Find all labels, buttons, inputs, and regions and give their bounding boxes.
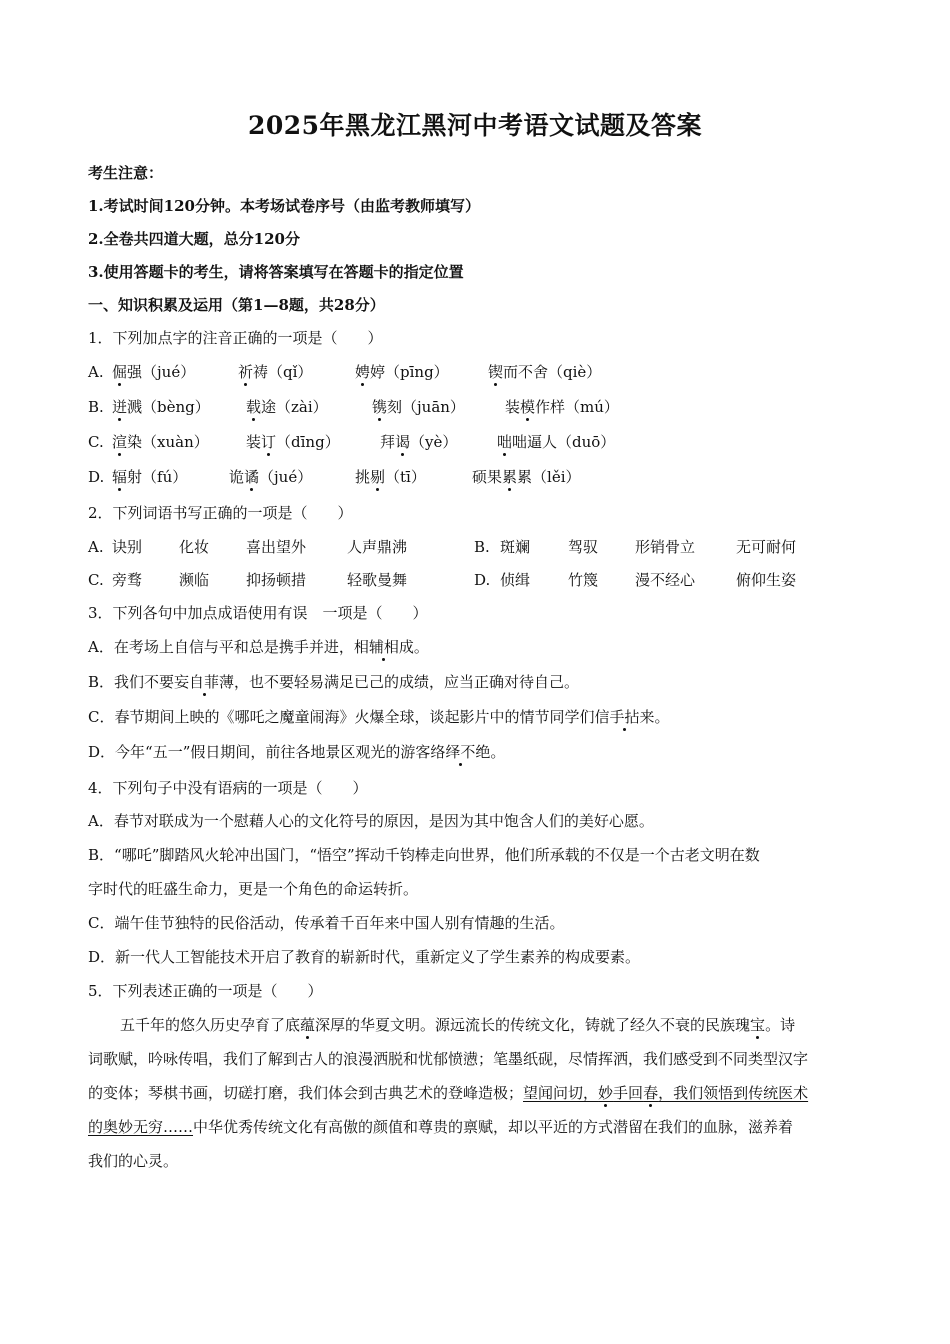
question-1-stem: 1．下列加点字的注音正确的一项是（ ） xyxy=(88,329,383,347)
dotted-idiom: 信手拈来 xyxy=(594,708,655,726)
option-label: B. xyxy=(88,398,104,416)
passage-line-1: 五千年的悠久历史孕育了底蕴深厚的华夏文明。源远流长的传统文化，铸就了经久不衰的民族瑰宝。诗 xyxy=(120,1016,796,1034)
option-label: C. xyxy=(88,571,104,589)
pinyin-item: 咄咄逼人（duō） xyxy=(497,433,616,451)
question-4-option-d: D．新一代人工智能技术开启了教育的崭新时代，重新定义了学生素养的构成要素。 xyxy=(88,948,641,966)
pinyin-item: 硕果累累（lěi） xyxy=(472,468,581,486)
option-label: A. xyxy=(88,538,104,556)
question-4-option-b-line-2: 字时代的旺盛生命力，更是一个角色的命运转折。 xyxy=(88,880,419,898)
word: 旁骛 xyxy=(112,571,143,589)
pinyin-item: 装模作样（mú） xyxy=(505,398,619,416)
pinyin-item: 倔强（jué） xyxy=(112,363,196,381)
question-4-option-a: A．春节对联成为一个慰藉人心的文化符号的原因，是因为其中饱含人们的美好心愿。 xyxy=(88,812,654,830)
passage-line-3: 的变体；琴棋书画，切磋打磨，我们体会到古典艺术的登峰造极；望闻问切，妙手回春，我们领悟到传统医术 xyxy=(88,1084,809,1102)
section-heading: 一、知识积累及运用（第1—8题，共28分） xyxy=(88,296,385,314)
notice-item-1: 1.考试时间120分钟。本考场试卷序号（由监考教师填写） xyxy=(88,197,480,215)
word: 漫不经心 xyxy=(635,571,696,589)
pinyin-item: 拜谒（yè） xyxy=(380,433,458,451)
pinyin-item: 载途（zài） xyxy=(246,398,328,416)
pinyin-item: 辐射（fú） xyxy=(112,468,188,486)
word: 人声鼎沸 xyxy=(347,538,408,556)
word: 喜出望外 xyxy=(246,538,307,556)
question-3-option-b: B．我们不要妄自菲薄，也不要轻易满足已己的成绩，应当正确对待自己。 xyxy=(88,673,580,691)
word: 驾驭 xyxy=(568,538,599,556)
option-label: C. xyxy=(88,433,104,451)
pinyin-item: 镌刻（juān） xyxy=(372,398,465,416)
word: 轻歌曼舞 xyxy=(347,571,408,589)
question-4-option-c: C．端午佳节独特的民俗活动，传承着千百年来中国人别有情趣的生活。 xyxy=(88,914,565,932)
dotted-idiom: 妄自菲薄 xyxy=(174,673,235,691)
underlined-text: 望闻问切，妙手回春，我们领悟到传统医术 xyxy=(523,1084,809,1102)
pinyin-item: 锲而不舍（qiè） xyxy=(488,363,602,381)
pinyin-item: 装订（dīng） xyxy=(246,433,340,451)
word: 侦缉 xyxy=(500,571,531,589)
pinyin-item: 挑剔（tī） xyxy=(355,468,426,486)
pinyin-item: 娉婷（pīng） xyxy=(355,363,449,381)
pinyin-item: 迸溅（bèng） xyxy=(112,398,210,416)
word: 竹篾 xyxy=(568,571,599,589)
page-title: 2025年黑龙江黑河中考语文试题及答案 xyxy=(247,111,703,140)
question-2-stem: 2．下列词语书写正确的一项是（ ） xyxy=(88,504,353,522)
word: 诀别 xyxy=(112,538,143,556)
word: 俯仰生姿 xyxy=(736,571,797,589)
notice-heading: 考生注意： xyxy=(88,164,164,182)
word: 无可耐何 xyxy=(736,538,797,556)
question-4-option-b-line-1: B．“哪吒”脚踏风火轮冲出国门，“悟空”挥动千钧棒走向世界，他们所承载的不仅是一个古老文明在数 xyxy=(88,846,760,864)
word: 斑斓 xyxy=(500,538,531,556)
dotted-idiom: 相辅相成 xyxy=(353,638,414,656)
dotted-idiom: 络绎不绝 xyxy=(430,743,491,761)
passage-line-4: 的奥妙无穷……中华优秀传统文化有高傲的颜值和尊贵的禀赋，却以平近的方式潜留在我们的血脉，滋养着 xyxy=(88,1118,794,1136)
option-label: D. xyxy=(88,468,105,486)
option-label: B. xyxy=(474,538,490,556)
word: 抑扬顿措 xyxy=(246,571,307,589)
question-3-stem: 3．下列各句中加点成语使用有误 一项是（ ） xyxy=(88,604,428,622)
underlined-text: 的奥妙无穷…… xyxy=(88,1118,194,1136)
question-5-stem: 5．下列表述正确的一项是（ ） xyxy=(88,982,323,1000)
passage-line-5: 我们的心灵。 xyxy=(88,1152,179,1170)
word: 濒临 xyxy=(179,571,210,589)
option-label: D. xyxy=(474,571,491,589)
question-4-stem: 4．下列句子中没有语病的一项是（ ） xyxy=(88,779,368,797)
pinyin-item: 诡谲（jué） xyxy=(229,468,313,486)
question-3-option-a: A．在考场上自信与平和总是携手并进，相辅相成。 xyxy=(88,638,429,656)
option-label: A. xyxy=(88,363,104,381)
word: 形销骨立 xyxy=(635,538,696,556)
passage-line-2: 词歌赋，吟咏传唱，我们了解到古人的浪漫洒脱和忧郁愤懑；笔墨纸砚，尽情挥洒，我们感受到不同类型汉字 xyxy=(88,1050,809,1068)
pinyin-item: 祈祷（qǐ） xyxy=(238,363,313,381)
notice-item-2: 2.全卷共四道大题，总分120分 xyxy=(88,230,300,248)
question-3-option-d: D．今年“五一”假日期间，前往各地景区观光的游客络绎不绝。 xyxy=(88,743,506,761)
word: 化妆 xyxy=(179,538,210,556)
pinyin-item: 渲染（xuàn） xyxy=(112,433,209,451)
notice-item-3: 3.使用答题卡的考生，请将答案填写在答题卡的指定位置 xyxy=(88,263,464,281)
question-3-option-c: C．春节期间上映的《哪吒之魔童闹海》火爆全球，谈起影片中的情节同学们信手拈来。 xyxy=(88,708,670,726)
